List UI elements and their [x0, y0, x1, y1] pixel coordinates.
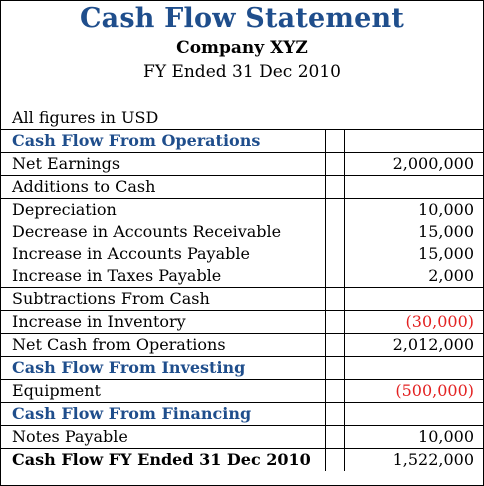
row-label: Notes Payable	[1, 426, 326, 449]
row-label: Increase in Inventory	[1, 311, 326, 334]
depreciation-row	[1, 199, 483, 222]
row-label: Net Cash from Operations	[1, 334, 326, 357]
row-label: Depreciation	[1, 199, 326, 222]
spacer-cell	[326, 288, 345, 311]
row-label: Net Earnings	[1, 153, 326, 176]
cash-flow-table	[1, 129, 483, 471]
row-value	[345, 288, 484, 311]
total-cash-flow-row	[1, 449, 483, 472]
spacer-cell	[326, 380, 345, 403]
row-value: 2,012,000	[345, 334, 484, 357]
accounts-payable-row	[1, 243, 483, 265]
row-value: 2,000,000	[345, 153, 484, 176]
total-label: Cash Flow FY Ended 31 Dec 2010	[1, 449, 326, 472]
row-value	[345, 403, 484, 426]
row-value: 15,000	[418, 244, 474, 263]
section-financing-row	[1, 403, 483, 426]
negative-value: (30,000)	[345, 311, 484, 334]
section-investing-row	[1, 357, 483, 380]
spacer-cell	[326, 426, 345, 449]
row-label: Equipment	[1, 380, 326, 403]
row-label: Subtractions From Cash	[1, 288, 326, 311]
net-earnings-row	[1, 153, 483, 176]
spacer-cell	[326, 357, 345, 380]
spacer-cell	[326, 243, 345, 265]
subtractions-heading-row	[1, 288, 483, 311]
fiscal-period: FY Ended 31 Dec 2010	[143, 62, 341, 82]
spacer-cell	[326, 449, 345, 472]
spacer-cell	[326, 403, 345, 426]
taxes-payable-row	[1, 265, 483, 288]
spacer-cell	[326, 130, 345, 153]
additions-heading-row	[1, 176, 483, 199]
row-label: Additions to Cash	[1, 176, 326, 199]
spacer-cell	[326, 334, 345, 357]
section-heading: Cash Flow From Operations	[1, 130, 326, 153]
row-label: Increase in Accounts Payable	[1, 243, 326, 265]
accounts-receivable-row	[1, 221, 483, 243]
section-heading: Cash Flow From Financing	[1, 403, 326, 426]
statement-title: Cash Flow Statement	[79, 3, 405, 34]
row-value	[345, 357, 484, 380]
row-label: Increase in Taxes Payable	[1, 265, 326, 288]
row-value: 10,000	[345, 426, 484, 449]
section-heading: Cash Flow From Investing	[1, 357, 326, 380]
row-label: Decrease in Accounts Receivable	[1, 221, 326, 243]
negative-value: (500,000)	[345, 380, 484, 403]
company-name: Company XYZ	[176, 38, 308, 58]
spacer-cell	[326, 153, 345, 176]
spacer-cell	[326, 265, 345, 288]
section-operations-row	[1, 130, 483, 153]
row-value: 10,000	[345, 199, 484, 222]
spacer-cell	[326, 311, 345, 334]
spacer-cell	[326, 221, 345, 243]
row-value: 2,000	[428, 266, 474, 285]
equipment-row	[1, 380, 483, 403]
notes-payable-row	[1, 426, 483, 449]
row-value	[345, 176, 484, 199]
spacer-cell	[326, 199, 345, 222]
net-cash-operations-row	[1, 334, 483, 357]
row-value	[345, 130, 484, 153]
inventory-row	[1, 311, 483, 334]
currency-note: All figures in USD	[12, 108, 159, 127]
spacer-cell	[326, 176, 345, 199]
total-value: 1,522,000	[345, 449, 484, 472]
row-value: 15,000	[418, 222, 474, 241]
